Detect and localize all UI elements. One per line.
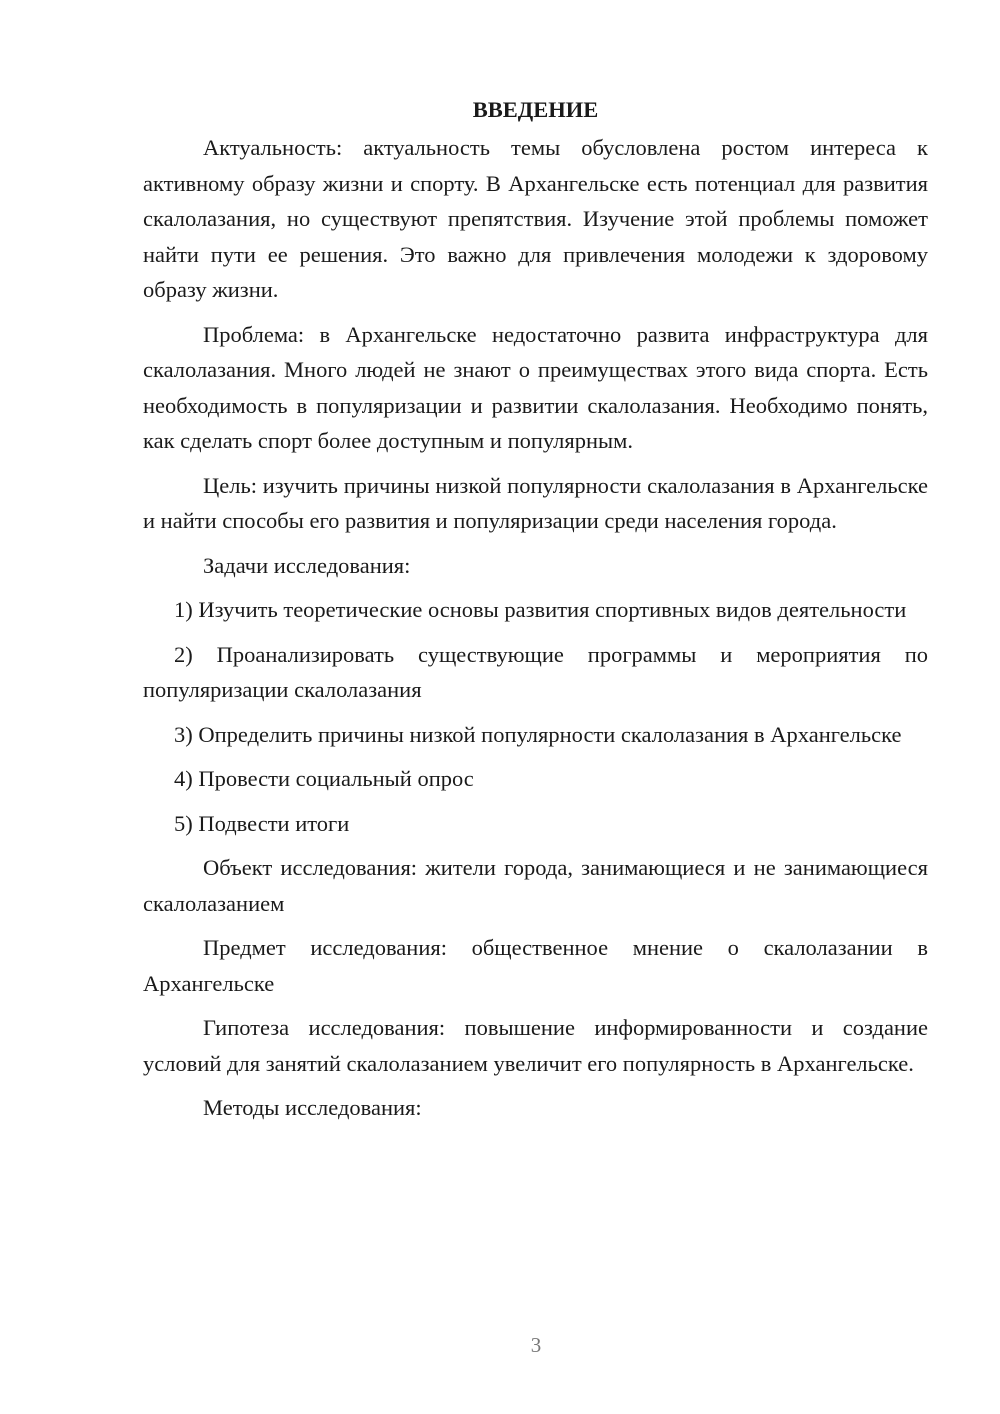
subject-paragraph: Предмет исследования: общественное мнение о скалолазании в Архангельске [143,935,928,996]
task-item: 3) Определить причины низкой популярности скалолазания в Архангельске [174,721,902,747]
page-number: 3 [530,1333,542,1357]
object-paragraph: Объект исследования: жители города, занимающиеся и не занимающиеся скалолазанием [143,855,928,916]
relevance-paragraph: Актуальность: актуальность темы обусловлена ростом интереса к активному образу жизни и спорту. В Архангельске есть потенциал для развития скалолазания, но существуют препятствия. Изучение этой проблемы поможет найти пути ее решения. Это важно для привлечения молодежи к здоровому образу жизни. [143,135,928,302]
task-item: 1) Изучить теоретические основы развития спортивных видов деятельности [174,597,907,622]
task-item: 4) Провести социальный опрос [174,766,474,791]
page-content [143,92,928,1135]
methods-paragraph: Методы исследования: [203,1095,422,1120]
task-item: 2) Проанализировать существующие программы и мероприятия по популяризации скалолазания [143,641,928,702]
goal-paragraph: Цель: изучить причины низкой популярности скалолазания в Архангельске и найти способы его развития и популяризации среди населения города. [143,472,928,533]
task-item: 5) Подвести итоги [174,810,350,836]
tasks-heading: Задачи исследования: [203,552,411,578]
section-heading: ВВЕДЕНИЕ [472,97,599,122]
problem-paragraph: Проблема: в Архангельске недостаточно развита инфраструктура для скалолазания. Много людей не знают о преимуществах этого вида спорта. Есть необходимость в популяризации и развитии скалолазания. Необходимо понять, как сделать спорт более доступным и популярным. [143,321,928,453]
hypothesis-paragraph: Гипотеза исследования: повышение информированности и создание условий для занятий скалолазанием увеличит его популярность в Архангельске. [143,1015,928,1076]
